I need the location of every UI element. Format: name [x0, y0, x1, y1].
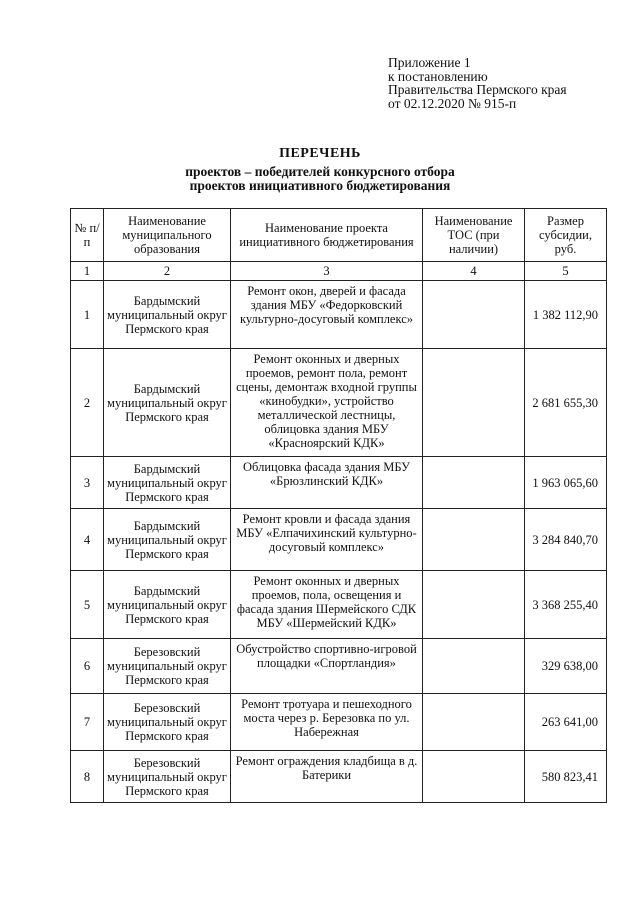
appendix-line: Правительства Пермского края [388, 82, 567, 97]
row-amount: 1 382 112,90 [525, 281, 607, 349]
table-row [71, 457, 607, 509]
row-amount: 3 284 840,70 [525, 509, 607, 571]
row-project: Ремонт кровли и фасада здания МБУ «Елпачихинский культурно-досуговый комплекс» [231, 509, 423, 571]
row-number: 7 [71, 694, 104, 751]
row-municipality: Бардымский муниципальный округ Пермского края [104, 509, 231, 571]
row-tos [423, 751, 525, 803]
row-tos [423, 571, 525, 639]
row-amount: 329 638,00 [525, 639, 607, 694]
header-tos: Наименование ТОС (при наличии) [423, 209, 525, 262]
row-project: Ремонт ограждения кладбища в д. Батерики [231, 751, 423, 803]
header-amount: Размер субсидии, руб. [525, 209, 607, 262]
projects-table [70, 208, 607, 803]
row-municipality: Березовский муниципальный округ Пермского края [104, 751, 231, 803]
table-header-row [71, 209, 607, 262]
column-number: 4 [423, 262, 525, 281]
document-subtitle [0, 165, 640, 192]
table-row [71, 349, 607, 457]
table-row [71, 639, 607, 694]
row-number: 3 [71, 457, 104, 509]
row-tos [423, 457, 525, 509]
column-number: 1 [71, 262, 104, 281]
header-municipality: Наименование муниципального образования [104, 209, 231, 262]
row-municipality: Березовский муниципальный округ Пермского края [104, 639, 231, 694]
row-project: Ремонт тротуара и пешеходного моста через р. Березовка по ул. Набережная [231, 694, 423, 751]
subtitle-line: проектов – победителей конкурсного отбора [185, 164, 455, 179]
row-amount: 2 681 655,30 [525, 349, 607, 457]
column-number: 2 [104, 262, 231, 281]
appendix-line: Приложение 1 [388, 55, 471, 70]
column-number: 5 [525, 262, 607, 281]
row-municipality: Бардымский муниципальный округ Пермского края [104, 281, 231, 349]
row-municipality: Бардымский муниципальный округ Пермского края [104, 571, 231, 639]
appendix-block [388, 56, 567, 110]
row-number: 6 [71, 639, 104, 694]
row-tos [423, 281, 525, 349]
row-amount: 580 823,41 [525, 751, 607, 803]
table-row [71, 281, 607, 349]
row-project: Ремонт окон, дверей и фасада здания МБУ «Федорковский культурно-досуговый комплекс» [231, 281, 423, 349]
row-number: 1 [71, 281, 104, 349]
row-tos [423, 509, 525, 571]
row-municipality: Березовский муниципальный округ Пермского края [104, 694, 231, 751]
row-amount: 263 641,00 [525, 694, 607, 751]
row-number: 8 [71, 751, 104, 803]
header-project: Наименование проекта инициативного бюджетирования [231, 209, 423, 262]
appendix-line: к постановлению [388, 68, 488, 84]
table-row [71, 509, 607, 571]
row-municipality: Бардымский муниципальный округ Пермского края [104, 349, 231, 457]
row-project: Ремонт оконных и дверных проемов, ремонт пола, ремонт сцены, демонтаж входной группы «кинобудки», устройство металлической лестницы, облицовка здания МБУ «Красноярский КДК» [231, 349, 423, 457]
subtitle-line: проектов инициативного бюджетирования [189, 177, 451, 193]
row-project: Ремонт оконных и дверных проемов, пола, освещения и фасада здания Шермейского СДК МБУ «Шермейский КДК» [231, 571, 423, 639]
row-municipality: Бардымский муниципальный округ Пермского края [104, 457, 231, 509]
row-project: Обустройство спортивно-игровой площадки «Спортландия» [231, 639, 423, 694]
column-number: 3 [231, 262, 423, 281]
table-row [71, 571, 607, 639]
row-amount: 3 368 255,40 [525, 571, 607, 639]
table-row [71, 751, 607, 803]
row-amount: 1 963 065,60 [525, 457, 607, 509]
row-number: 4 [71, 509, 104, 571]
table-row [71, 694, 607, 751]
row-tos [423, 694, 525, 751]
row-project: Облицовка фасада здания МБУ «Брюзлинский КДК» [231, 457, 423, 509]
column-number-row [71, 262, 607, 281]
document-title: ПЕРЕЧЕНЬ [279, 146, 361, 161]
header-number: № п/п [71, 209, 104, 262]
row-number: 2 [71, 349, 104, 457]
row-tos [423, 349, 525, 457]
row-number: 5 [71, 571, 104, 639]
row-tos [423, 639, 525, 694]
appendix-date: от 02.12.2020 № 915-п [388, 95, 517, 111]
